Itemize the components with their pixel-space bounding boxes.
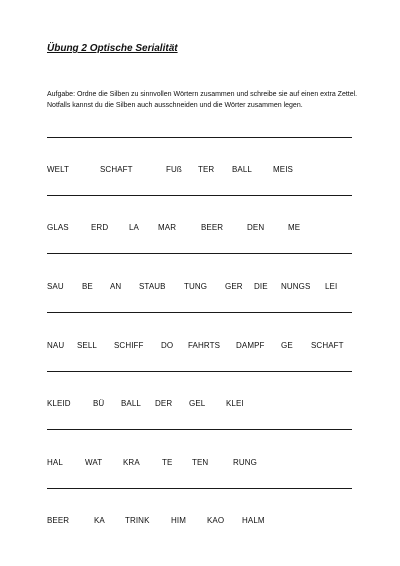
syllable-row bbox=[0, 515, 400, 527]
syllable: TEN bbox=[192, 458, 209, 467]
answer-line bbox=[47, 195, 352, 196]
syllable: KRA bbox=[123, 458, 140, 467]
syllable: TER bbox=[198, 165, 215, 174]
syllable-row bbox=[0, 457, 400, 469]
syllable: STAUB bbox=[139, 282, 166, 291]
syllable: HALM bbox=[242, 516, 265, 525]
syllable: KA bbox=[94, 516, 105, 525]
page-title: Übung 2 Optische Serialität bbox=[47, 43, 178, 54]
syllable-row bbox=[0, 222, 400, 234]
syllable: DIE bbox=[254, 282, 268, 291]
syllable: TRINK bbox=[125, 516, 150, 525]
syllable: SCHAFT bbox=[311, 341, 344, 350]
syllable: HAL bbox=[47, 458, 63, 467]
syllable: BE bbox=[82, 282, 93, 291]
syllable: GEL bbox=[189, 399, 206, 408]
task-instructions: Aufgabe: Ordne die Silben zu sinnvollen Wörtern zusammen und schreibe sie auf einen extra Zettel. Notfalls kannst du die Silben auch ausschneiden und die Wörter zusammen legen. bbox=[47, 91, 358, 109]
syllable: DAMPF bbox=[236, 341, 265, 350]
syllable: GLAS bbox=[47, 223, 69, 232]
syllable-row bbox=[0, 281, 400, 293]
syllable: DER bbox=[155, 399, 173, 408]
syllable: DO bbox=[161, 341, 174, 350]
syllable: RUNG bbox=[233, 458, 257, 467]
syllable: BEER bbox=[47, 516, 70, 525]
syllable: ERD bbox=[91, 223, 109, 232]
answer-line bbox=[47, 488, 352, 489]
syllable-row bbox=[0, 340, 400, 352]
syllable-row bbox=[0, 398, 400, 410]
syllable: GE bbox=[281, 341, 293, 350]
syllable: WELT bbox=[47, 165, 70, 174]
syllable: DEN bbox=[247, 223, 265, 232]
syllable: SAU bbox=[47, 282, 64, 291]
syllable: TUNG bbox=[184, 282, 208, 291]
syllable: LA bbox=[129, 223, 139, 232]
syllable: SCHIFF bbox=[114, 341, 144, 350]
syllable: BALL bbox=[232, 165, 252, 174]
syllable: ME bbox=[288, 223, 301, 232]
syllable: MEIS bbox=[273, 165, 293, 174]
syllable: SCHAFT bbox=[100, 165, 133, 174]
syllable: KLEID bbox=[47, 399, 71, 408]
syllable: MAR bbox=[158, 223, 177, 232]
syllable: BALL bbox=[121, 399, 141, 408]
syllable: FUß bbox=[166, 165, 182, 174]
answer-line bbox=[47, 312, 352, 313]
syllable: GER bbox=[225, 282, 243, 291]
answer-line bbox=[47, 429, 352, 430]
syllable: WAT bbox=[85, 458, 103, 467]
answer-line bbox=[47, 253, 352, 254]
syllable-row bbox=[0, 164, 400, 176]
syllable: AN bbox=[110, 282, 122, 291]
syllable: TE bbox=[162, 458, 173, 467]
syllable: HIM bbox=[171, 516, 186, 525]
syllable: SELL bbox=[77, 341, 97, 350]
syllable: BEER bbox=[201, 223, 224, 232]
answer-line bbox=[47, 137, 352, 138]
answer-line bbox=[47, 371, 352, 372]
syllable: KLEI bbox=[226, 399, 244, 408]
syllable: FAHRTS bbox=[188, 341, 221, 350]
syllable: NAU bbox=[47, 341, 65, 350]
syllable: NUNGS bbox=[281, 282, 311, 291]
syllable: LEI bbox=[325, 282, 338, 291]
syllable: BÜ bbox=[93, 399, 105, 408]
syllable: KAO bbox=[207, 516, 225, 525]
